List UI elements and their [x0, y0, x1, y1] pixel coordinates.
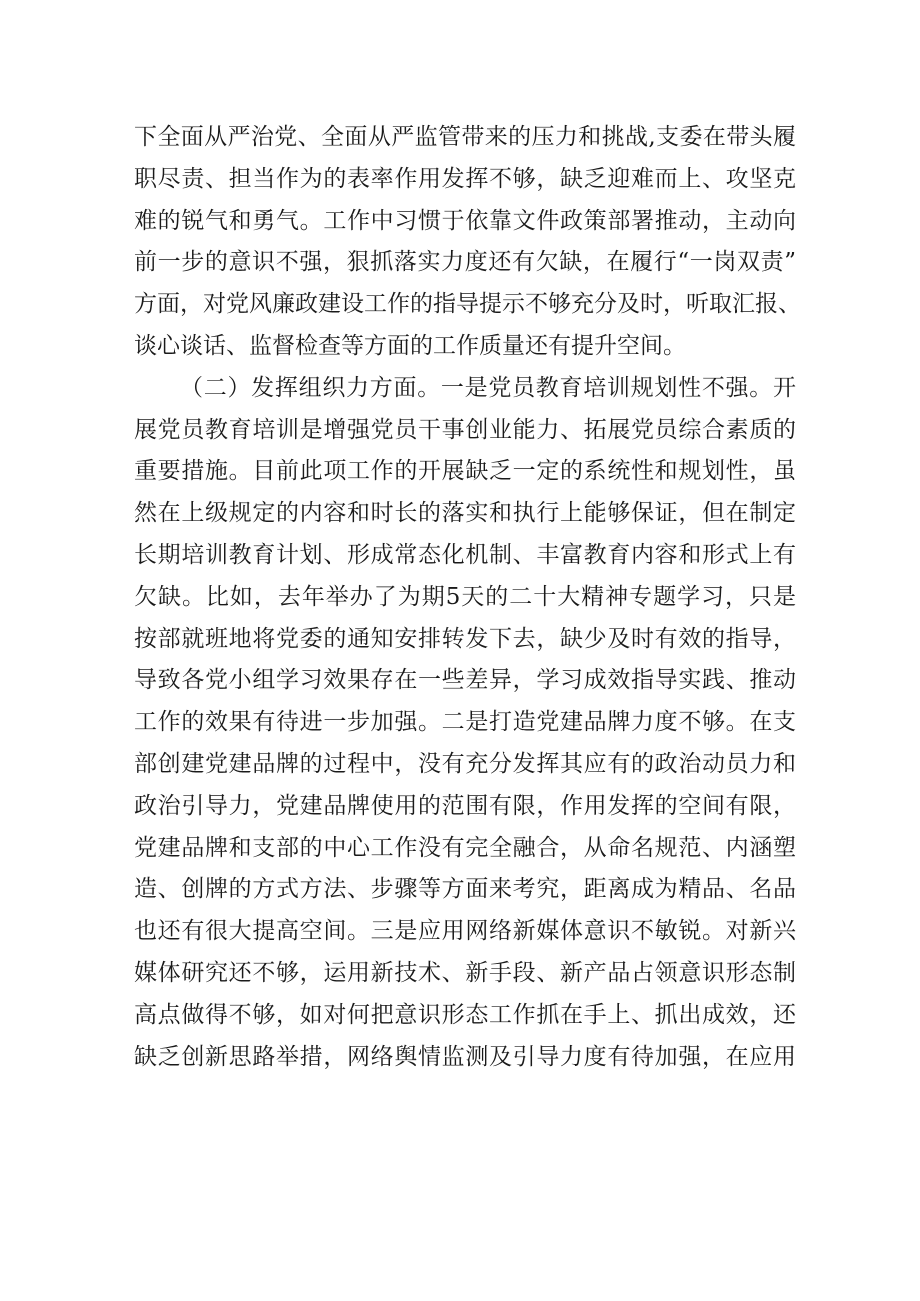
text-line: 也还有很大提高空间。三是应用网络新媒体意识不敏锐。对新兴: [134, 918, 796, 945]
text-line: 长期培训教育计划、形成常态化机制、丰富教育内容和形式上有: [134, 541, 796, 568]
text-line: 导致各党小组学习效果存在一些差异，学习成效指导实践、推动: [134, 667, 796, 694]
text-line: 展党员教育培训是增强党员干事创业能力、拓展党员综合素质的: [134, 416, 796, 443]
text-line: 欠缺。比如，去年举办了为期5天的二十大精神专题学习，只是: [134, 583, 796, 610]
text-line: 缺乏创新思路举措，网络舆情监测及引导力度有待加强，在应用: [134, 1043, 796, 1070]
text-line: 然在上级规定的内容和时长的落实和执行上能够保证，但在制定: [134, 500, 796, 527]
text-line: 造、创牌的方式方法、步骤等方面来考究，距离成为精品、名品: [134, 876, 796, 903]
text-line: 政治引导力，党建品牌使用的范围有限，作用发挥的空间有限，: [134, 792, 796, 819]
text-line: 方面，对党风廉政建设工作的指导提示不够充分及时，听取汇报、: [134, 291, 801, 318]
text-line: 部创建党建品牌的过程中，没有充分发挥其应有的政治动员力和: [134, 750, 796, 777]
text-line: 前一步的意识不强，狠抓落实力度还有欠缺，在履行“一岗双责”: [134, 249, 796, 276]
text-line: 媒体研究还不够，运用新技术、新手段、新产品占领意识形态制: [134, 959, 796, 986]
text-line: 职尽责、担当作为的表率作用发挥不够，缺乏迎难而上、攻坚克: [134, 165, 796, 192]
text-line: 谈心谈话、监督检查等方面的工作质量还有提升空间。: [134, 332, 686, 359]
text-line: 党建品牌和支部的中心工作没有完全融合，从命名规范、内涵塑: [134, 834, 796, 861]
text-line: 按部就班地将党委的通知安排转发下去，缺少及时有效的指导，: [134, 625, 796, 652]
text-line: 高点做得不够，如对何把意识形态工作抓在手上、抓出成效，还: [134, 1001, 796, 1028]
text-line: 重要措施。目前此项工作的开展缺乏一定的系统性和规划性，虽: [134, 458, 796, 485]
body-text: [134, 117, 801, 1078]
text-line: 工作的效果有待进一步加强。二是打造党建品牌力度不够。在支: [134, 709, 796, 736]
text-line: 难的锐气和勇气。工作中习惯于依靠文件政策部署推动，主动向: [134, 207, 796, 234]
section-heading-line: （二）发挥组织力方面。一是党员教育培训规划性不强。开: [180, 374, 796, 401]
text-line: 下全面从严治党、全面从严监管带来的压力和挑战,支委在带头履: [134, 124, 796, 150]
